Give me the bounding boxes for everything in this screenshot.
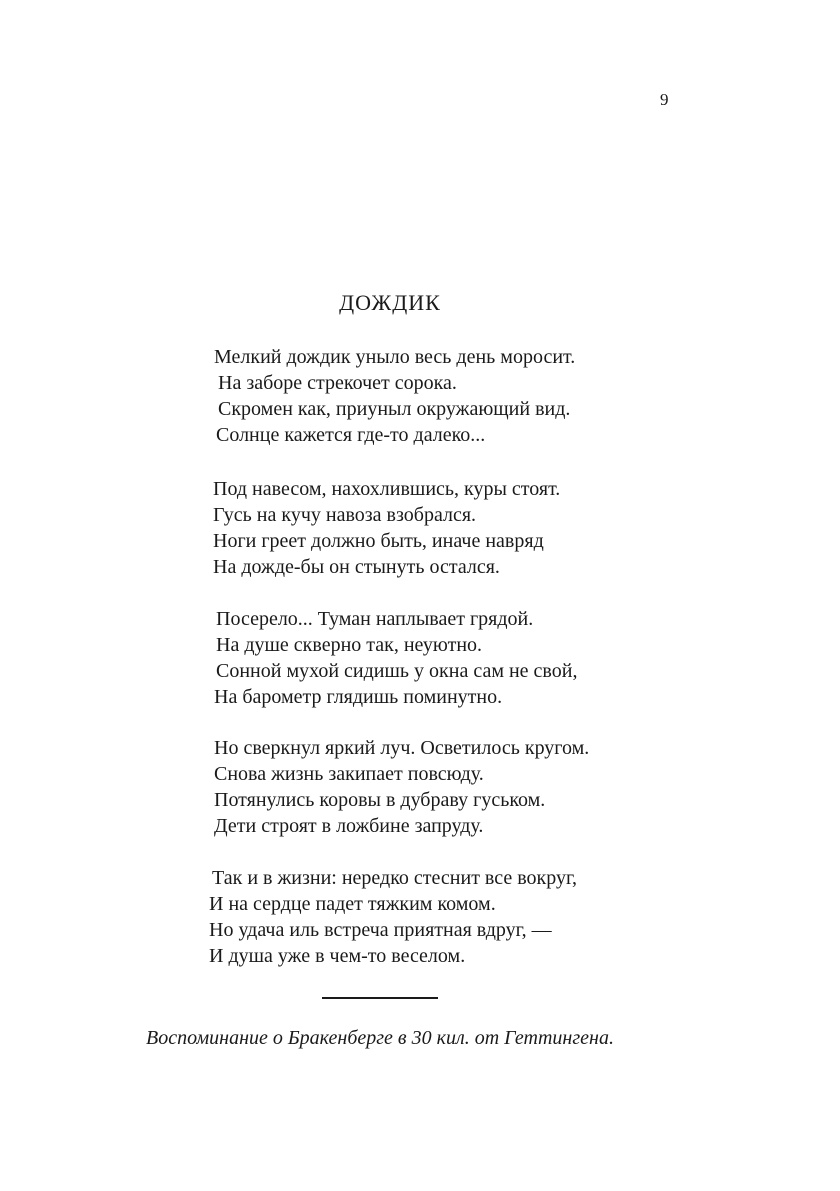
stanza-5 xyxy=(209,865,577,969)
poem-title: ДОЖДИК xyxy=(339,290,441,315)
poem-line: Под навесом, нахохлившись, куры стоят. xyxy=(213,478,561,500)
poem-line: И душа уже в чем-то веселом. xyxy=(209,945,466,967)
poem-line: Скромен как, приуныл окружающий вид. xyxy=(218,398,571,420)
poem-line: На душе скверно так, неуютно. xyxy=(216,634,483,656)
poem-line: Ноги греет должно быть, иначе навряд xyxy=(213,530,544,552)
stanza-2 xyxy=(213,476,560,580)
poem-line: Дети строят в ложбине запруду. xyxy=(214,815,484,837)
poem-line: Мелкий дождик уныло весь день моросит. xyxy=(214,346,576,368)
poem-line: На барометр глядишь поминутно. xyxy=(214,686,503,708)
poem-line: И на сердце падет тяжким комом. xyxy=(209,893,496,915)
page-number: 9 xyxy=(660,90,669,109)
poem-line: Посерело... Туман наплывает грядой. xyxy=(216,608,534,630)
poem-line: Потянулись коровы в дубраву гуськом. xyxy=(214,789,546,811)
poem-line: Но сверкнул яркий луч. Осветилось кругом. xyxy=(214,737,590,759)
poem-line: На заборе стрекочет сорока. xyxy=(218,372,457,394)
footnote: Воспоминание о Бракенберге в 30 кил. от Геттингена. xyxy=(146,1027,614,1049)
poem-line: На дожде-бы он стынуть остался. xyxy=(213,556,500,578)
poem-line: Так и в жизни: нередко стеснит все вокруг, xyxy=(212,867,577,889)
stanza-1 xyxy=(214,344,575,448)
section-divider xyxy=(322,997,438,999)
stanza-4 xyxy=(214,735,589,839)
poem-line: Гусь на кучу навоза взобрался. xyxy=(213,504,477,526)
poem-line: Солнце кажется где-то далеко... xyxy=(216,424,486,446)
poem-line: Снова жизнь закипает повсюду. xyxy=(214,763,484,785)
stanza-3 xyxy=(214,606,577,710)
poem-line: Сонной мухой сидишь у окна сам не свой, xyxy=(216,660,578,682)
poem-line: Но удача иль встреча приятная вдруг, — xyxy=(209,919,552,941)
